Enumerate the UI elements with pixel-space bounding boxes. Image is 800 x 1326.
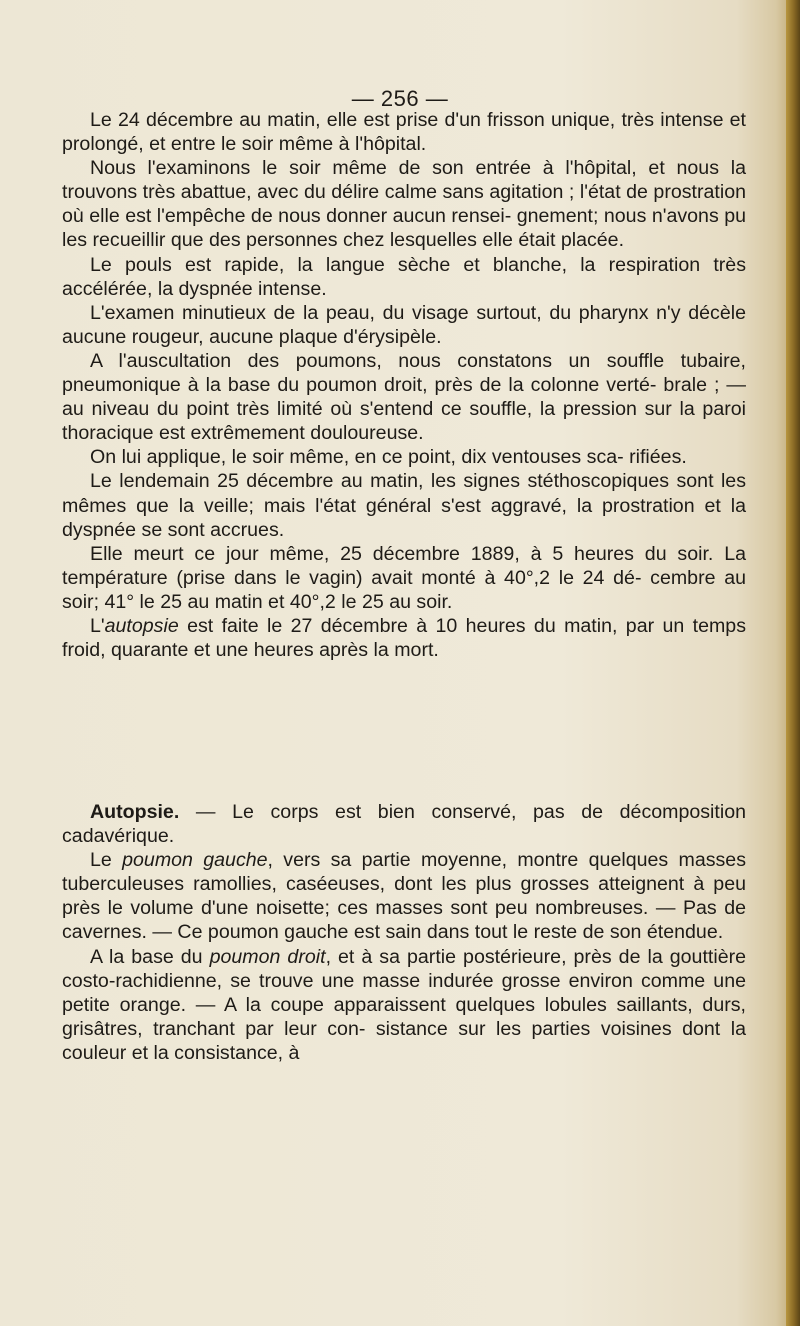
- text-prefix: A la base du: [90, 945, 210, 968]
- text-rest: , et à sa partie postérieure, près de la gouttière costo-rachidienne, se trouve une masse indurée grosse environ comme une petite orange. — A la coupe apparaissent quelques lobules saillants, durs, grisâtres, tranchant par leur con- sistance sur les parties voisines dont la couleur et la consistance, à: [62, 945, 747, 1064]
- page-number: — 256 —: [351, 86, 449, 111]
- paragraph: A l'auscultation des poumons, nous constatons un souffle tubaire, pneumonique à la base du poumon droit, près de la colonne verté- brale ; — au niveau du point très limité où s'entend ce souffle, la pression sur la paroi thoracique est extrêmement douloureuse.: [62, 349, 746, 445]
- paragraph: Le 24 décembre au matin, elle est prise d'un frisson unique, très intense et prolongé, et entre le soir même à l'hôpital.: [62, 109, 746, 156]
- autopsie-paragraph: [62, 614, 746, 662]
- text-rest: , vers sa partie moyenne, montre quelques masses tuberculeuses ramollies, caséeuses, dont les plus grosses atteignent à peu près le volume d'une noisette; ces masses sont peu nombreuses. — Pas de cavernes. — Ce poumon gauche est sain dans tout le reste de son étendue.: [62, 849, 747, 944]
- text-prefix: L': [90, 614, 105, 637]
- clinical-history-text: [62, 108, 746, 662]
- autopsy-section: [62, 800, 746, 1065]
- paragraph: Le pouls est rapide, la langue sèche et blanche, la respiration très accélérée, la dyspnée intense.: [62, 253, 746, 300]
- text-rest: est faite le 27 décembre à 10 heures du matin, par un temps froid, quarante et une heures après la mort.: [62, 614, 746, 662]
- emphasis-left-lung: poumon gauche: [122, 849, 268, 872]
- paragraph: Elle meurt ce jour même, 25 décembre 1889, à 5 heures du soir. La température (prise dans le vagin) avait monté à 40°,2 le 24 dé- cembre au soir; 41° le 25 au matin et 40°,2 le 25 au soir.: [62, 542, 746, 613]
- right-lung-paragraph: [62, 945, 746, 1065]
- left-lung-paragraph: [62, 848, 746, 944]
- emphasis-autopsie: autopsie: [104, 614, 179, 637]
- paragraph: Le lendemain 25 décembre au matin, les signes stéthoscopiques sont les mêmes que la veille; mais l'état général s'est aggravé, la prostration et la dyspnée se sont accrues.: [62, 470, 746, 541]
- section-heading: Autopsie.: [90, 801, 180, 823]
- text-rest: — Le corps est bien conservé, pas de décomposition cadavérique.: [62, 801, 746, 848]
- paragraph: L'examen minutieux de la peau, du visage surtout, du pharynx n'y décèle aucune rougeur, aucune plaque d'érysipèle.: [62, 301, 746, 348]
- emphasis-right-lung: poumon droit: [209, 945, 326, 968]
- text-prefix: Le: [90, 849, 123, 872]
- paragraph: On lui applique, le soir même, en ce point, dix ventouses sca- rifiées.: [90, 446, 687, 469]
- paragraph: Nous l'examinons le soir même de son entrée à l'hôpital, et nous la trouvons très abattue, avec du délire calme sans agitation ; l'état de prostration où elle est l'empêche de nous donner aucun rensei- gnement; nous n'avons pu les recueillir que des personnes chez lesquelles elle était placée.: [62, 157, 746, 252]
- page-edge: [786, 0, 800, 1326]
- autopsy-intro-paragraph: [62, 800, 746, 848]
